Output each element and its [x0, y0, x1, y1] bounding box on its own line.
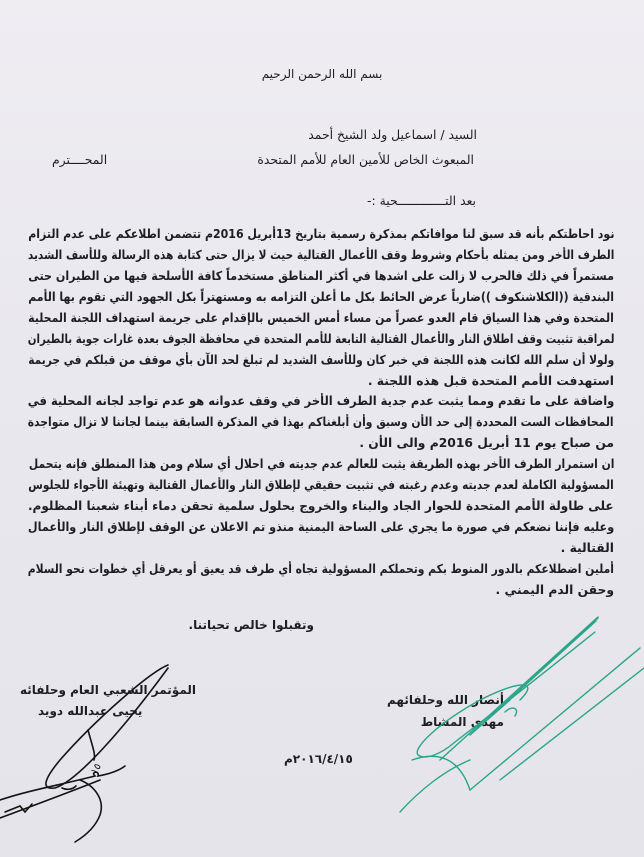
body-line: مستمراً في ذلك فالحرب لا زالت على اشدها في أكثر المناطق مستخدماً كافة الأسلحة فيها من الطيران حتى: [28, 269, 614, 283]
body-line: أملين اضطلاعكم بالدور المنوط بكم وتحملكم المسؤولية تجاه أي طرف قد يعيق أو يعرقل أي خطوات نحو السلام: [27, 562, 614, 576]
body-line: وعليه فإننا نضعكم في صورة ما يجري على الساحة اليمنية منذو تم الاعلان عن الوقف لإطلاق النار والأعمال: [27, 520, 614, 534]
signatory-left-name: يحيى عبدالله دويد: [38, 704, 143, 718]
body-line: ان استمرار الطرف الأخر بهذه الطريقة يثبت للعالم عدم جديته في احلال أي سلام ومن هذا المنطلق فإنه يتحمل: [28, 457, 614, 471]
body-line: البندقية ((الكلاشنكوف ))ضارباً عرض الحائط بكل ما أعلن التزامه به ومستهتراً بكل الجهود التي تقوم بها الأمم: [28, 290, 614, 304]
body-line: القتالية .: [560, 541, 614, 555]
closing: وتقبلوا خالص تحياتنا.: [188, 618, 314, 632]
body-line: المتحدة وفي هذا السياق قام العدو عصراً من مساء أمس الخميس بالإقدام على جريمة استهداف اللجنة المحلية: [28, 311, 614, 325]
body-line: من صباح يوم 11 أبريل 2016م والى الأن .: [359, 436, 614, 450]
honorific: المحــــترم: [52, 152, 108, 167]
handwritten-left-date: ١٥: [89, 761, 104, 777]
body-line: وحقن الدم اليمني .: [495, 583, 614, 597]
body-line: المحافظات الست المحددة إلى حد الأن وسبق وأن أبلغناكم بهذا في المذكرة السابقة بينما لجاننا لا تزال متواجدة: [28, 415, 614, 429]
greeting: بعد التـــــــــــــحية :-: [367, 193, 476, 208]
signatory-left-org: المؤتمر الشعبي العام وحلفائه: [20, 683, 197, 697]
body-line: المسؤولية الكاملة لعدم جديته وعدم رغبته في تثبيت حقيقي لإطلاق النار والأعمال القتالية وتهيئة الأجواء للجلوس: [28, 478, 614, 492]
addressee-title: المبعوث الخاص للأمين العام للأمم المتحدة: [257, 152, 474, 167]
body-line: نود احاطتكم بأنه قد سبق لنا موافاتكم بمذكرة رسمية بتاريخ 13أبريل 2016م تتضمن اطلاعكم على عدم التزام: [27, 227, 614, 241]
body-line: على طاولة الأمم المتحدة للحوار الجاد والبناء والخروج بحلول سلمية تحقن دماء أبناء شعبنا المظلوم.: [28, 499, 614, 513]
body-line: لمراقبة تثبيت وقف اطلاق النار والأعمال القتالية التابعة للأمم المتحدة في محافظة الجوف بعدة غارات جوية بالطيران: [27, 332, 614, 346]
addressee-name: السيد / اسماعيل ولد الشيخ أحمد: [308, 127, 477, 142]
signatory-right-name: مهدي المشاط: [420, 715, 504, 729]
letter-date: ٢٠١٦/٤/١٥م: [284, 752, 353, 766]
body-line: واضافة على ما تقدم ومما يثبت عدم جدية الطرف الأخر في وقف عدوانه هو عدم تواجد لجانه المحلية في: [27, 394, 614, 408]
body-line: ولولا أن سلم الله لكانت هذه اللجنة في خبر كان وللأسف الشديد لم تبلغ لحد الآن بأي موقف من قبلكم في جريمة: [27, 353, 614, 367]
basmala: بسم الله الرحمن الرحيم: [261, 67, 383, 81]
body-line: استهدفت الأمم المتحدة قبل هذه اللجنة .: [367, 374, 614, 388]
body-line: الطرف الأخر ومن يمثله بأحكام وشروط وقف الأعمال القتالية حيث لا يزال حتى كتابة هذه الرسالة وللأسف الشديد: [27, 248, 614, 262]
signatory-right-org: أنصار الله وحلفائهم: [387, 693, 504, 707]
